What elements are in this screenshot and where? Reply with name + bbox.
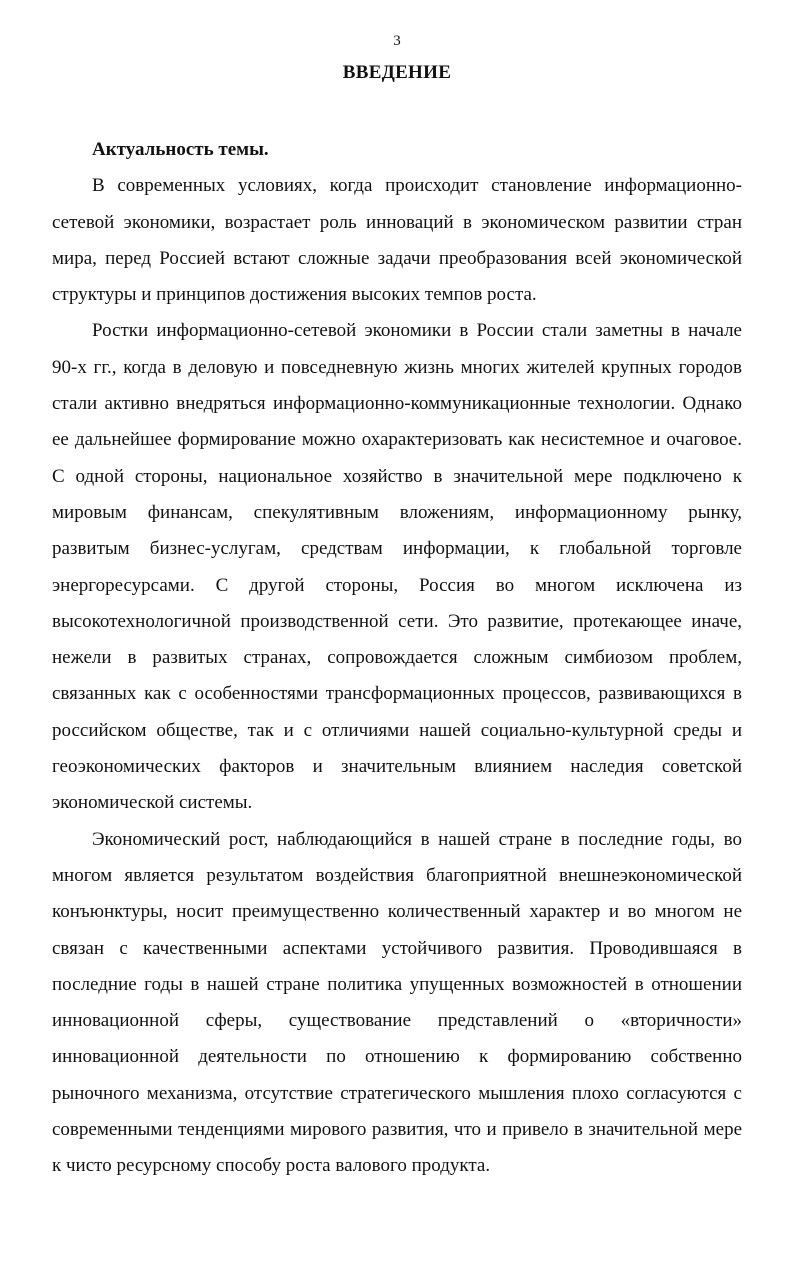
paragraph-3: Экономический рост, наблюдающийся в нашей стране в последние годы, во многом является результатом воздействия благоприятной внешнеэкономической конъюнктуры, носит преимущественно количественный характер и во многом не связан с качественными аспектами устойчивого развития. Проводившаяся в последние годы в нашей стране политика упущенных возможностей в отношении инновационной сферы, существование представлений о «вторичности» инновационной деятельности по отношению к формированию собственно рыночного механизма, отсутствие стратегического мышления плохо согласуются с современными тенденциями мирового развития, что и привело в значительной мере к чисто ресурсному способу роста валового продукта.: [52, 828, 742, 1177]
document-body: [52, 132, 742, 1185]
paragraph-2: Ростки информационно-сетевой экономики в России стали заметны в начале 90-х гг., когда в деловую и повседневную жизнь многих жителей крупных городов стали активно внедряться информационно-коммуникационные технологии. Однако ее дальнейшее формирование можно охарактеризовать как несистемное и очаговое. С одной стороны, национальное хозяйство в значительной мере подключено к мировым финансам, спекулятивным вложениям, информационному рынку, развитым бизнес-услугам, средствам информации, к глобальной торговле энергоресурсами. С другой стороны, Россия во многом исключена из высокотехнологичной производственной сети. Это развитие, протекающее иначе, нежели в развитых странах, сопровождается сложным симбиозом проблем, связанных как с особенностями трансформационных процессов, развивающихся в российском обществе, так и с отличиями нашей социально-культурной среды и геоэкономических факторов и значительным влиянием наследия советской экономической системы.: [52, 320, 742, 814]
section-heading: Актуальность темы.: [92, 139, 269, 160]
page-number: 3: [393, 33, 401, 49]
page-title: ВВЕДЕНИЕ: [342, 62, 452, 83]
paragraph-1: В современных условиях, когда происходит становление информационно-сетевой экономики, возрастает роль инноваций в экономическом развитии стран мира, перед Россией встают сложные задачи преобразования всей экономической структуры и принципов достижения высоких темпов роста.: [52, 175, 742, 306]
